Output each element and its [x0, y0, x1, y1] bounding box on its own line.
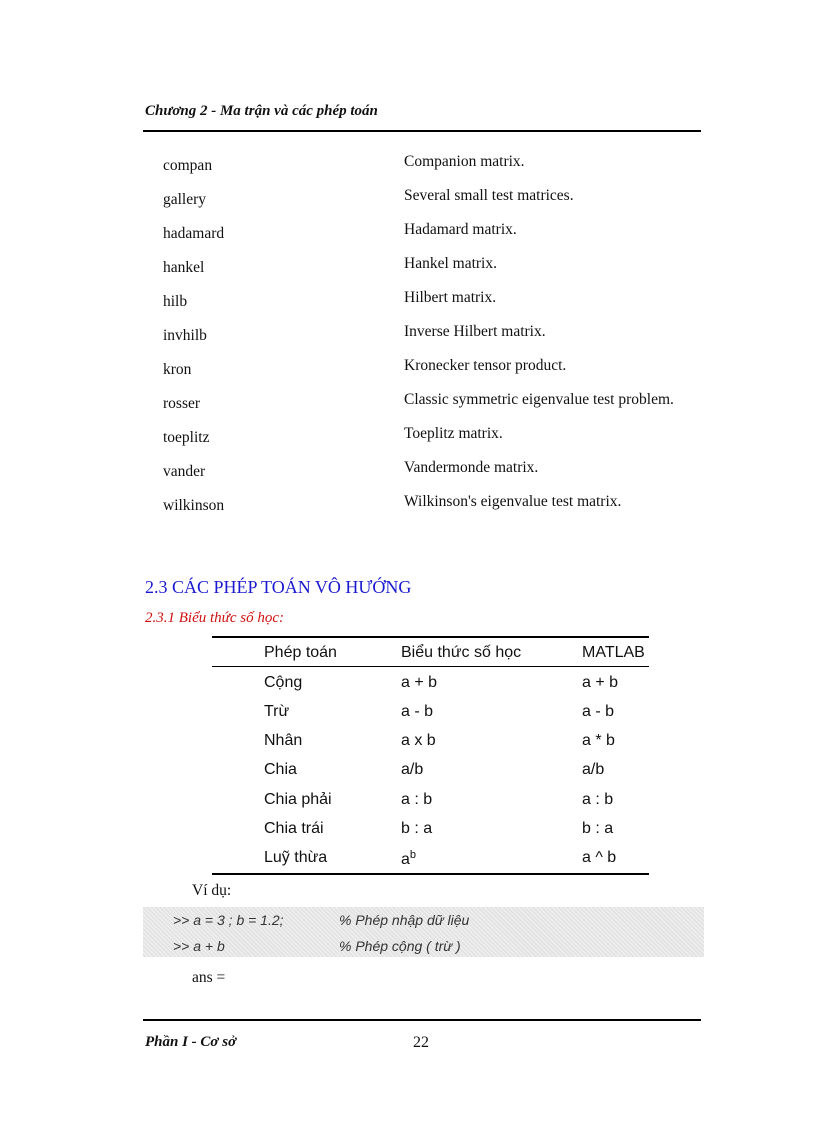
page-number: 22 [413, 1034, 429, 1051]
table-cell: a/b [582, 761, 605, 778]
table-cell: Trừ [264, 703, 290, 720]
function-name: hankel [163, 259, 205, 276]
function-description: Vandermonde matrix. [404, 459, 539, 476]
function-name: invhilb [163, 327, 207, 344]
function-name: gallery [163, 191, 207, 208]
table-cell: a : b [582, 791, 614, 808]
table-cell: Luỹ thừa [264, 849, 328, 866]
table-cell: Cộng [264, 674, 303, 691]
function-name: toeplitz [163, 429, 210, 446]
function-name: rosser [163, 395, 201, 412]
table-row [212, 697, 649, 726]
function-name: kron [163, 361, 192, 378]
table-row [212, 843, 649, 872]
code-block [143, 907, 704, 957]
page-header-title: Chương 2 - Ma trận và các phép toán [145, 103, 378, 119]
table-header-cell: MATLAB [582, 644, 645, 661]
example-label: Ví dụ: [192, 882, 232, 899]
table-cell-power [401, 849, 416, 869]
table-row [212, 755, 649, 784]
table-bottom-rule [212, 873, 649, 875]
table-row [212, 668, 649, 697]
table-row [212, 814, 649, 843]
function-name: hadamard [163, 225, 225, 242]
table-cell: a + b [582, 674, 619, 691]
table-cell: b : a [401, 820, 433, 837]
table-cell: a * b [582, 732, 615, 749]
power-base: a [401, 851, 410, 868]
function-description: Wilkinson's eigenvalue test matrix. [404, 493, 622, 510]
code-comment: % Phép cộng ( trừ ) [339, 938, 461, 954]
function-row [0, 425, 816, 459]
function-name: compan [163, 157, 213, 174]
function-description: Inverse Hilbert matrix. [404, 323, 546, 340]
function-description: Hankel matrix. [404, 255, 497, 272]
function-description: Classic symmetric eigenvalue test problem. [404, 391, 674, 408]
table-cell: b : a [582, 820, 614, 837]
function-row [0, 289, 816, 323]
function-row [0, 391, 816, 425]
header-rule [143, 130, 701, 132]
table-header-cell: Phép toán [264, 644, 337, 661]
code-command: >> a + b [173, 938, 225, 954]
function-row [0, 255, 816, 289]
function-row [0, 357, 816, 391]
table-cell: Chia phải [264, 791, 332, 808]
table-cell: Chia [264, 761, 297, 778]
table-row [212, 785, 649, 814]
function-description: Toeplitz matrix. [404, 425, 503, 442]
table-cell: a - b [401, 703, 434, 720]
answer-output: ans = [192, 969, 226, 986]
table-cell: a : b [401, 791, 433, 808]
table-header-row [212, 638, 649, 667]
code-command: >> a = 3 ; b = 1.2; [173, 912, 284, 928]
power-exponent: b [409, 849, 417, 861]
function-row [0, 153, 816, 187]
function-description: Hadamard matrix. [404, 221, 517, 238]
function-description: Companion matrix. [404, 153, 525, 170]
function-description: Several small test matrices. [404, 187, 574, 204]
table-cell: a + b [401, 674, 438, 691]
section-heading: 2.3 CÁC PHÉP TOÁN VÔ HƯỚNG [145, 577, 412, 597]
footer-rule [143, 1019, 701, 1021]
subsection-heading: 2.3.1 Biểu thức số học: [145, 610, 284, 626]
table-cell: a - b [582, 703, 615, 720]
function-row [0, 221, 816, 255]
code-line [143, 908, 704, 932]
code-line [143, 934, 704, 958]
function-description: Kronecker tensor product. [404, 357, 567, 374]
function-row [0, 187, 816, 221]
code-comment: % Phép nhập dữ liệu [339, 912, 470, 928]
function-row [0, 323, 816, 357]
function-row [0, 459, 816, 493]
table-cell: a/b [401, 761, 424, 778]
function-name: hilb [163, 293, 188, 310]
function-name: vander [163, 463, 206, 480]
function-description: Hilbert matrix. [404, 289, 497, 306]
table-cell: Chia trái [264, 820, 324, 837]
function-row [0, 493, 816, 527]
table-header-cell: Biểu thức số học [401, 644, 522, 661]
footer-part-title: Phần I - Cơ sở [145, 1034, 237, 1050]
table-cell: Nhân [264, 732, 303, 749]
table-cell: a x b [401, 732, 436, 749]
function-name: wilkinson [163, 497, 225, 514]
table-row [212, 726, 649, 755]
table-cell: a ^ b [582, 849, 617, 866]
